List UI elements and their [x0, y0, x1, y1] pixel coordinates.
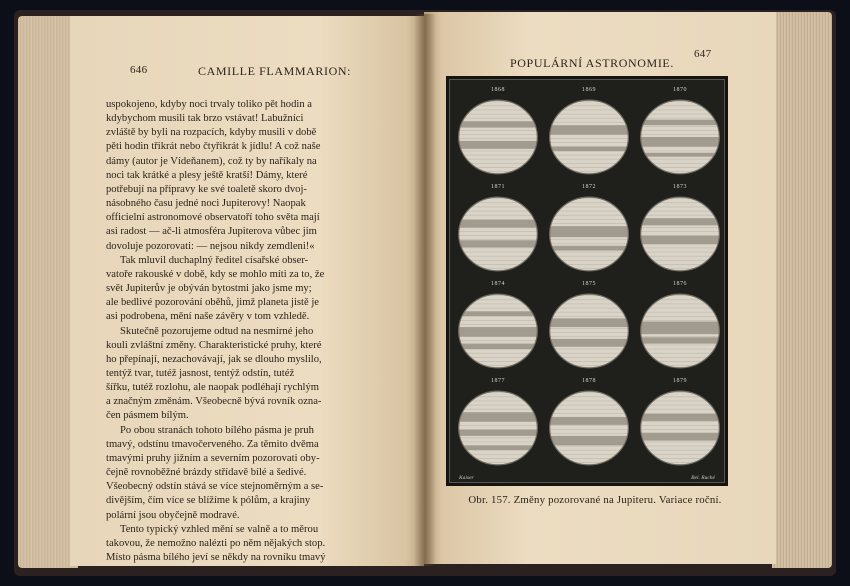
text-line: tmavý, odstínu tmavočerveného. Za těmito dvěma [106, 438, 319, 450]
drawing-year-label: 1873 [673, 184, 687, 190]
text-line: tentýž tvar, tutéž jasnost, tentýž odstín, tutéž [106, 367, 295, 379]
jupiter-drawing [635, 87, 725, 185]
text-line: pěti hodin třikrát nebo čtyřikrát k jídlu! A což naše [106, 141, 321, 153]
jupiter-plate-figure [446, 76, 728, 486]
jupiter-drawing [544, 281, 634, 379]
jupiter-disk [639, 97, 721, 177]
drawing-year-label: 1868 [491, 87, 505, 93]
jupiter-disk [639, 194, 721, 274]
right-running-head: POPULÁRNÍ ASTRONOMIE. [510, 56, 674, 70]
drawing-year-label: 1870 [673, 87, 687, 93]
right-page-number: 647 [694, 48, 712, 60]
text-line: polární jsou obyčejně modravé. [106, 509, 240, 521]
jupiter-disk [457, 291, 539, 371]
jupiter-drawing [453, 87, 543, 185]
text-line: potřebují na přípravy ke své toaletě skoro dvoj- [106, 183, 307, 195]
text-line: officielní astronomové observatoří toho světa mají [106, 212, 320, 224]
jupiter-disk [548, 291, 630, 371]
text-line: Po obou stranách tohoto bílého pásma je pruh [120, 424, 314, 436]
text-line: kdybychom musili tak brzo vstávat! Labužníci [106, 113, 304, 125]
right-page [424, 12, 776, 564]
jupiter-drawing [453, 378, 543, 476]
left-page-number: 646 [130, 64, 148, 76]
text-line: kouli zvláštní změny. Charakteristické pruhy, které [106, 339, 322, 351]
text-line: vatoře rakouské v době, kdy se mohlo míti za to, že [106, 268, 325, 280]
book-gutter [414, 14, 436, 566]
jupiter-disk [639, 388, 721, 468]
jupiter-disk [457, 97, 539, 177]
text-line: noci tak krátké a plesy ještě kratší! Dámy, které [106, 169, 308, 181]
left-running-head: CAMILLE FLAMMARION: [198, 64, 352, 78]
drawing-year-label: 1876 [673, 281, 687, 287]
text-line: divějším, čím více se blížíme k pólům, a krajiny [106, 495, 311, 507]
text-line: ho přepínají, nezachovávají, jak se dlouho myslilo, [106, 353, 322, 365]
text-line: násobného času jedné noci Jupiterovy! Naopak [106, 198, 306, 210]
text-line: dovoluje pozorovati: — nejsou nikdy zemdleni!« [106, 240, 315, 252]
text-line: Tak mluvil duchaplný ředitel císařské obser- [120, 254, 309, 266]
text-line: tmavými pruhy jižním a severním pozorovati oby- [106, 452, 320, 464]
left-page [70, 16, 424, 566]
jupiter-disk [457, 388, 539, 468]
text-line: svět Jupiterův je obýván bytostmi jako jsme my; [106, 283, 312, 295]
plate-signature-left: Kaiser [459, 475, 474, 481]
drawing-year-label: 1877 [491, 378, 505, 384]
text-line: Tento typický vzhled mění se valně a to měrou [120, 523, 319, 535]
jupiter-drawings-grid [453, 87, 725, 477]
text-line: čen pásmem bílým. [106, 410, 189, 422]
plate-signature-right: Bel. Ruché [691, 475, 715, 481]
jupiter-drawing [635, 281, 725, 379]
text-line: takovou, že nemožno nalézti po něm nějakých stop. [106, 537, 326, 549]
text-line: a značným změnám. Všeobecně bývá rovník ozna- [106, 396, 322, 408]
text-line: uspokojeno, kdyby noci trvaly toliko pět hodin a [106, 99, 312, 110]
drawing-year-label: 1875 [582, 281, 596, 287]
left-page-edges [18, 16, 78, 568]
jupiter-disk [457, 194, 539, 274]
drawing-year-label: 1871 [491, 184, 505, 190]
jupiter-drawing [453, 184, 543, 282]
text-line: ale bedlivé pozorování oběhů, jimž planeta jistě je [106, 297, 319, 309]
jupiter-disk [548, 388, 630, 468]
text-line: Místo pásma bílého jeví se někdy na rovníku tmavý [106, 552, 326, 563]
text-line: dámy (autor je Vídeňanem), což ty by naříkaly na [106, 155, 317, 167]
left-body-text [106, 98, 406, 565]
drawing-year-label: 1874 [491, 281, 505, 287]
jupiter-disk [548, 194, 630, 274]
jupiter-drawing [544, 378, 634, 476]
text-line: asi radost — ač-li atmosféra Jupiterova vůbec jim [106, 226, 317, 238]
drawing-year-label: 1878 [582, 378, 596, 384]
jupiter-drawing [544, 184, 634, 282]
text-line: asi podrobena, mění naše závěry v tom vzhledě. [106, 311, 310, 323]
right-page-edges [772, 12, 832, 568]
jupiter-drawing [635, 184, 725, 282]
text-line: Všeobecný odstín stává se více stejnoměrným a se- [106, 481, 324, 493]
figure-caption: Obr. 157. Změny pozorované na Jupiteru. Variace roční. [468, 494, 722, 506]
text-line: zvláště by byli na rozpacích, kdyby musili v době [106, 127, 317, 139]
drawing-year-label: 1872 [582, 184, 596, 190]
jupiter-drawing [544, 87, 634, 185]
text-line: šířku, tutéž rozlohu, ale naopak podléhají rychlým [106, 382, 319, 394]
text-line: Skutečně pozorujeme odtud na nesmírné jeho [120, 325, 314, 337]
text-line: čejně rovnoběžné brázdy střídavě bílé a šedivé. [106, 467, 307, 479]
drawing-year-label: 1869 [582, 87, 596, 93]
jupiter-disk [639, 291, 721, 371]
jupiter-drawing [453, 281, 543, 379]
jupiter-drawing [635, 378, 725, 476]
drawing-year-label: 1879 [673, 378, 687, 384]
jupiter-disk [548, 97, 630, 177]
